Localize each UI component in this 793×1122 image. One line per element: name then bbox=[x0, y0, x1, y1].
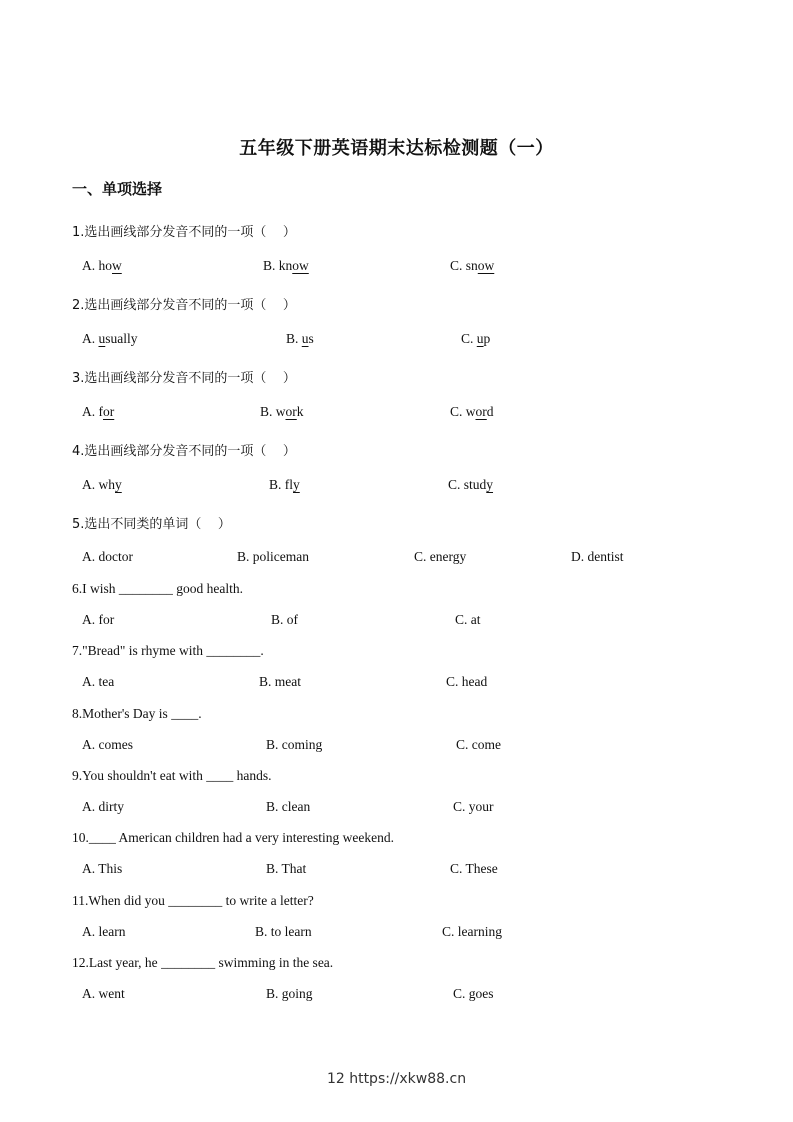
option-c[interactable]: C. These bbox=[450, 861, 498, 876]
question-6: 6.I wish ________ good health. bbox=[72, 581, 243, 596]
question-5 bbox=[72, 513, 231, 532]
option-b[interactable]: B. of bbox=[271, 612, 298, 627]
option-b[interactable]: B. clean bbox=[266, 799, 311, 814]
option-b[interactable]: B. policeman bbox=[237, 549, 309, 564]
option-b[interactable]: B. meat bbox=[259, 674, 301, 689]
question-4 bbox=[72, 440, 296, 459]
option-d[interactable]: D. dentist bbox=[571, 549, 624, 564]
option-b[interactable]: B. coming bbox=[266, 737, 323, 752]
answer-blank[interactable]: ________ bbox=[168, 893, 223, 908]
option-a[interactable]: A. dirty bbox=[82, 799, 124, 814]
question-9: 9.You shouldn't eat with ____ hands. bbox=[72, 768, 272, 783]
option-a[interactable]: A. usually bbox=[82, 331, 138, 346]
option-b[interactable]: B. fly bbox=[269, 477, 300, 492]
option-c[interactable]: C. at bbox=[455, 612, 481, 627]
option-b[interactable]: B. work bbox=[260, 404, 304, 419]
answer-blank[interactable]: ________ bbox=[118, 581, 173, 596]
options-9 bbox=[0, 799, 793, 817]
option-b[interactable]: B. know bbox=[263, 258, 309, 273]
question-8: 8.Mother's Day is ____. bbox=[72, 706, 202, 721]
answer-blank[interactable]: ____ bbox=[206, 768, 234, 783]
options-3 bbox=[0, 404, 793, 422]
option-a[interactable]: A. went bbox=[82, 986, 125, 1001]
options-7 bbox=[0, 674, 793, 692]
question-stem: 1.选出画线部分发音不同的一项（ ） bbox=[72, 225, 296, 240]
options-11 bbox=[0, 924, 793, 942]
option-b[interactable]: B. going bbox=[266, 986, 313, 1001]
question-stem: 3.选出画线部分发音不同的一项（ ） bbox=[72, 371, 296, 386]
options-1 bbox=[0, 258, 793, 276]
option-c[interactable]: C. goes bbox=[453, 986, 494, 1001]
page-footer: 12 https://xkw88.cn bbox=[326, 1071, 467, 1087]
option-c[interactable]: C. study bbox=[448, 477, 494, 492]
options-10 bbox=[0, 861, 793, 879]
question-3 bbox=[72, 367, 296, 386]
options-12 bbox=[0, 986, 793, 1004]
option-c[interactable]: C. learning bbox=[442, 924, 502, 939]
options-5 bbox=[0, 549, 793, 567]
question-1 bbox=[72, 221, 296, 240]
answer-blank[interactable]: ____ bbox=[88, 830, 116, 845]
option-a[interactable]: A. doctor bbox=[82, 549, 133, 564]
options-8 bbox=[0, 737, 793, 755]
options-4 bbox=[0, 477, 793, 495]
option-a[interactable]: A. comes bbox=[82, 737, 133, 752]
question-10: 10.____ American children had a very interesting weekend. bbox=[72, 830, 395, 845]
options-6 bbox=[0, 612, 793, 630]
option-c[interactable]: C. energy bbox=[414, 549, 467, 564]
option-a[interactable]: A. for bbox=[82, 404, 115, 419]
option-c[interactable]: C. word bbox=[450, 404, 494, 419]
option-a[interactable]: A. why bbox=[82, 477, 122, 492]
option-c[interactable]: C. up bbox=[461, 331, 491, 346]
option-c[interactable]: C. your bbox=[453, 799, 494, 814]
question-2 bbox=[72, 294, 296, 313]
answer-blank[interactable]: ____ bbox=[171, 706, 199, 721]
question-stem: 5.选出不同类的单词（ ） bbox=[72, 517, 231, 532]
option-b[interactable]: B. to learn bbox=[255, 924, 312, 939]
question-stem: 2.选出画线部分发音不同的一项（ ） bbox=[72, 298, 296, 313]
page-title: 五年级下册英语期末达标检测题（一） bbox=[239, 138, 554, 159]
question-stem: 4.选出画线部分发音不同的一项（ ） bbox=[72, 444, 296, 459]
option-c[interactable]: C. head bbox=[446, 674, 488, 689]
option-a[interactable]: A. learn bbox=[82, 924, 126, 939]
option-b[interactable]: B. That bbox=[266, 861, 307, 876]
options-2 bbox=[0, 331, 793, 349]
question-11: 11.When did you ________ to write a letter? bbox=[72, 893, 314, 908]
option-a[interactable]: A. tea bbox=[82, 674, 115, 689]
answer-blank[interactable]: ________ bbox=[206, 643, 261, 658]
option-b[interactable]: B. us bbox=[286, 331, 314, 346]
answer-blank[interactable]: ________ bbox=[161, 955, 216, 970]
option-c[interactable]: C. snow bbox=[450, 258, 495, 273]
question-7: 7."Bread" is rhyme with ________. bbox=[72, 643, 264, 658]
option-a[interactable]: A. This bbox=[82, 861, 123, 876]
option-a[interactable]: A. for bbox=[82, 612, 115, 627]
option-a[interactable]: A. how bbox=[82, 258, 122, 273]
section-heading: 一、单项选择 bbox=[72, 180, 163, 198]
question-12: 12.Last year, he ________ swimming in the sea. bbox=[72, 955, 334, 970]
option-c[interactable]: C. come bbox=[456, 737, 501, 752]
